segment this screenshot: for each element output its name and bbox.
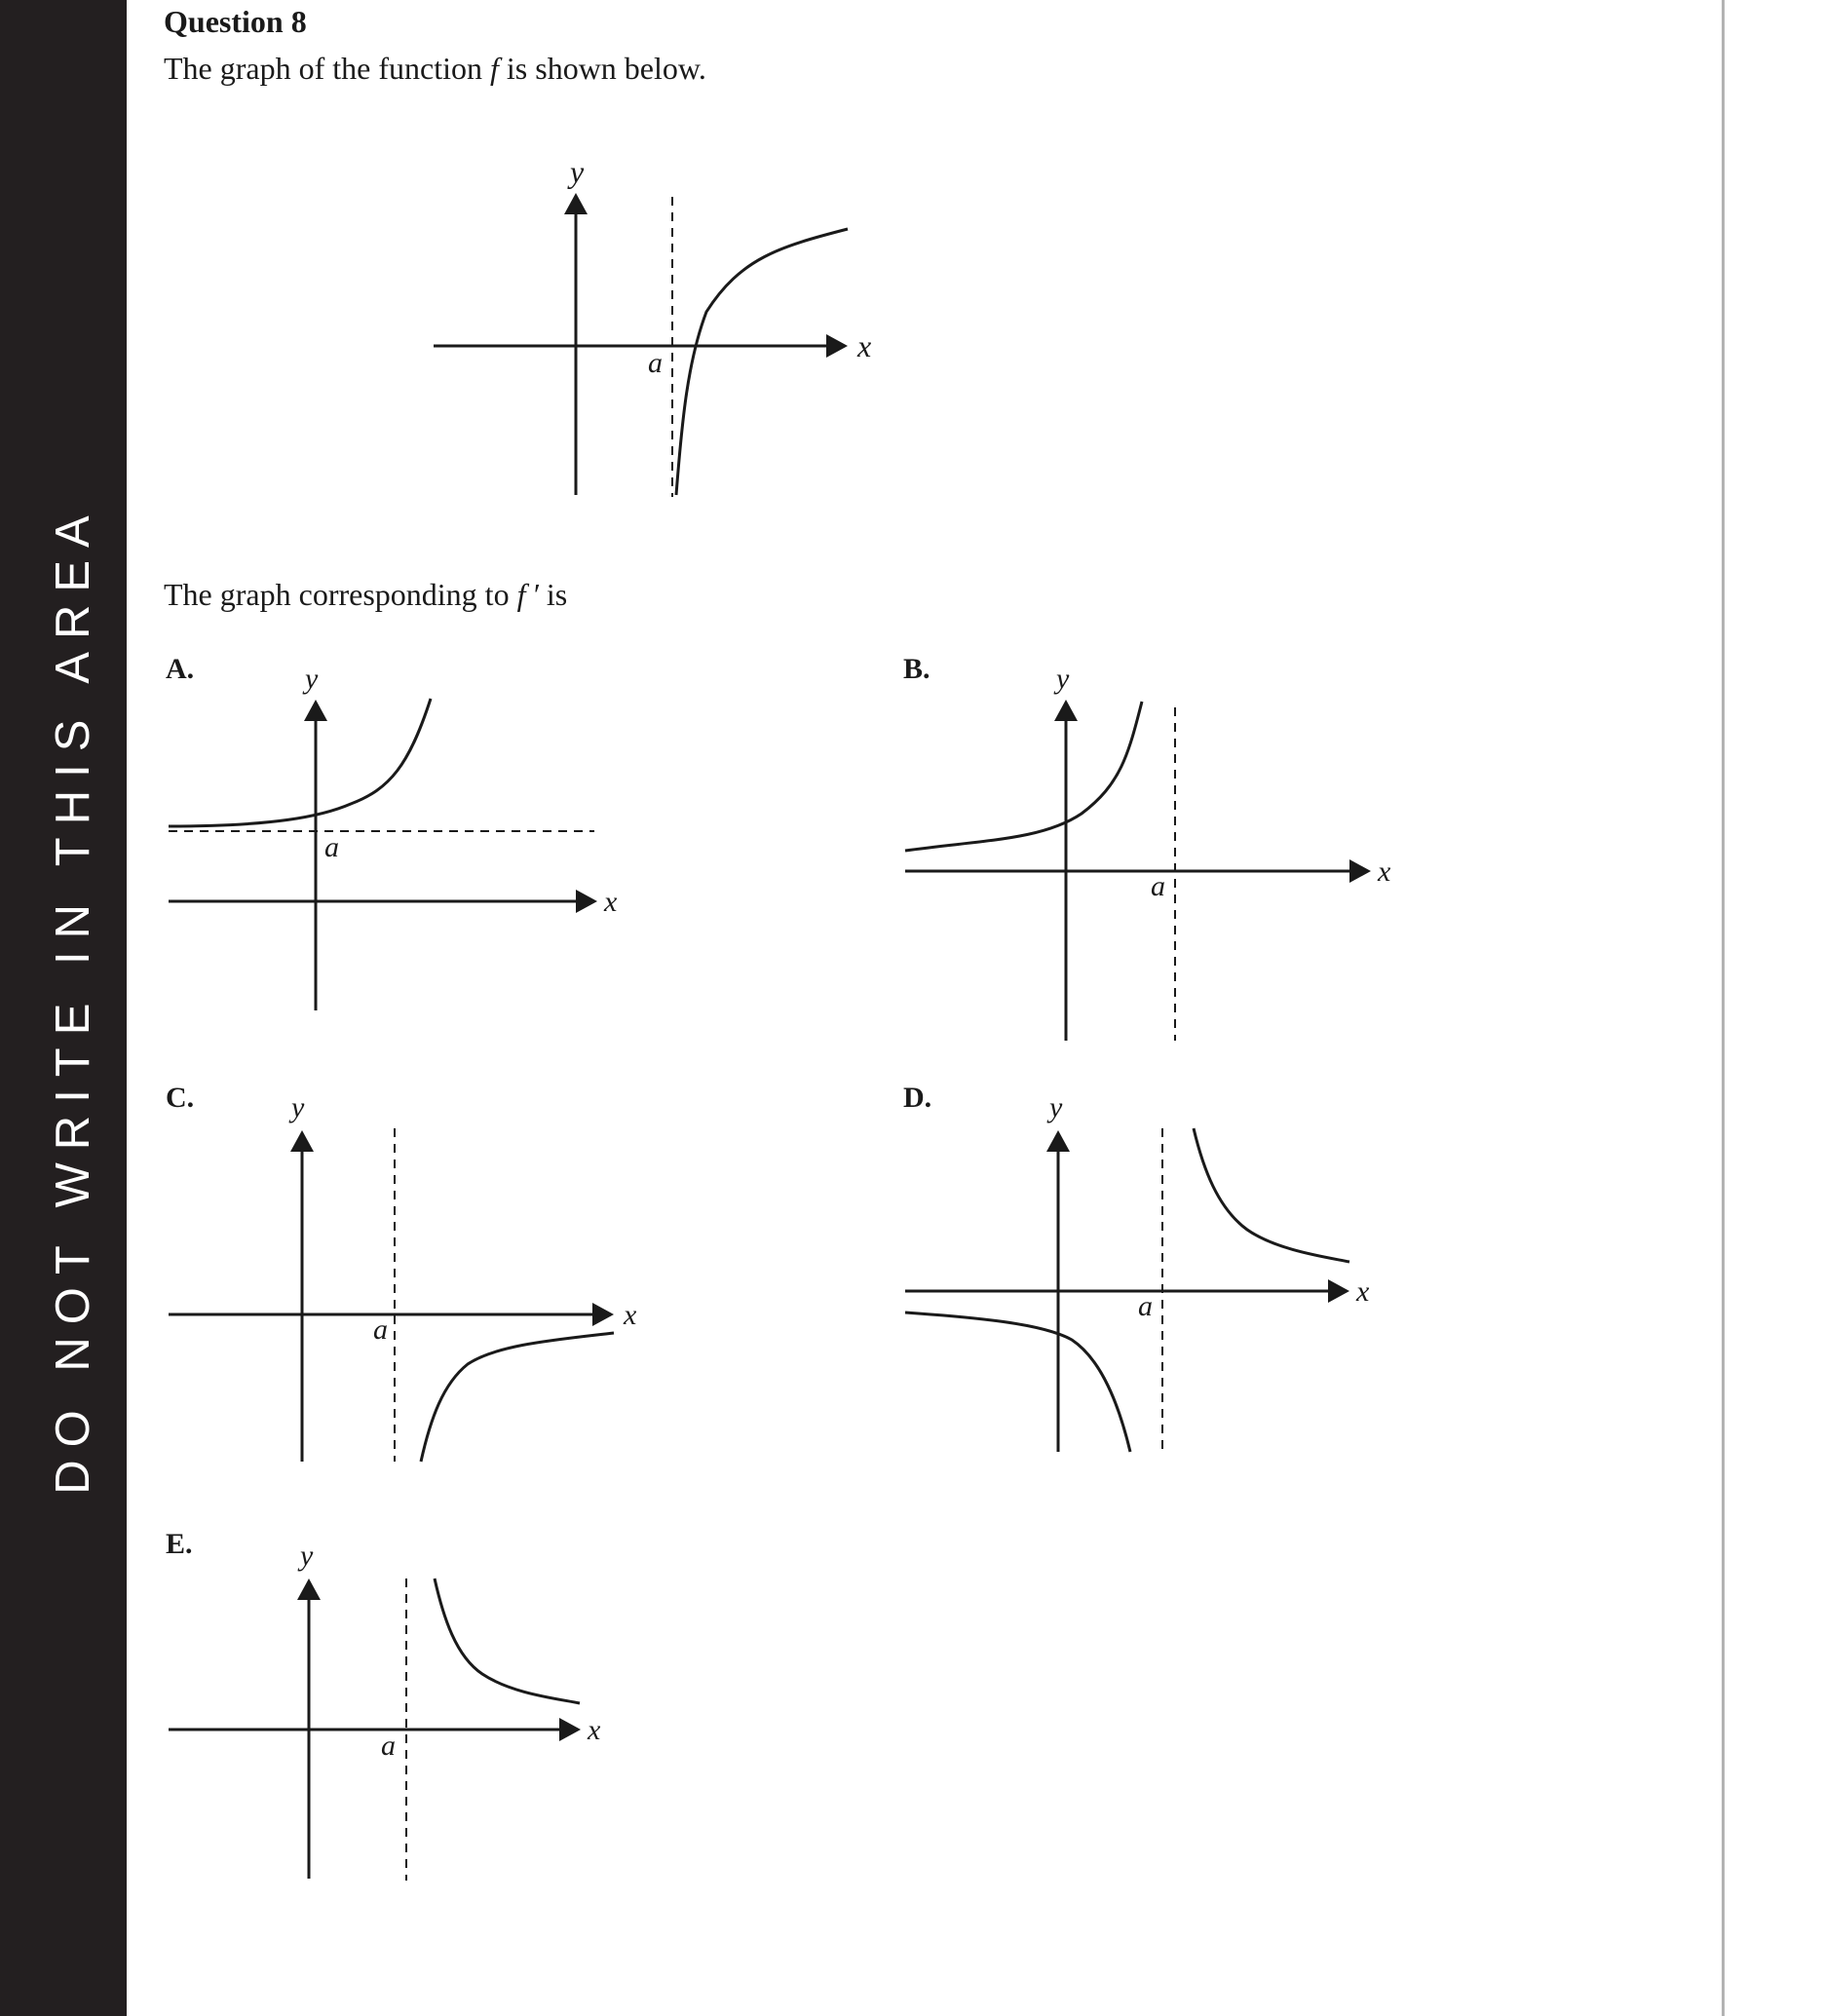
option-b-y-label: y: [1056, 663, 1070, 695]
option-e-a-label: a: [381, 1730, 396, 1762]
graph-option-a: [169, 663, 618, 1010]
option-a-x-arrow: [576, 890, 597, 913]
option-b-x-arrow: [1349, 859, 1371, 883]
graph-f-x-label: x: [857, 328, 872, 363]
sub-var: f ′: [516, 577, 539, 612]
graph-f-curve: [676, 229, 848, 495]
option-c-x-label: x: [624, 1299, 637, 1331]
graph-option-c: [169, 1091, 637, 1462]
graph-f-x-arrow: [826, 334, 848, 358]
option-e-label[interactable]: E.: [166, 1528, 193, 1560]
option-c-y-label: y: [291, 1091, 305, 1123]
option-e-y-arrow: [297, 1579, 321, 1600]
graph-f-y-label: y: [570, 154, 585, 189]
option-a-x-label: x: [604, 886, 618, 918]
option-e-x-label: x: [588, 1714, 601, 1746]
sub-suffix: is: [538, 577, 568, 612]
option-a-y-arrow: [304, 700, 327, 721]
graph-f-a-label: a: [648, 347, 663, 379]
option-d-a-label: a: [1138, 1290, 1153, 1322]
option-b-label[interactable]: B.: [903, 653, 930, 685]
option-a-y-label: y: [305, 663, 319, 695]
graph-f: [434, 154, 871, 497]
option-d-label[interactable]: D.: [903, 1082, 932, 1114]
option-a-curve: [169, 699, 431, 826]
stem-var: f: [490, 51, 499, 86]
option-d-x-arrow: [1328, 1279, 1349, 1303]
option-d-y-label: y: [1049, 1091, 1063, 1123]
option-c-x-arrow: [592, 1303, 614, 1326]
option-a-label[interactable]: A.: [166, 653, 195, 685]
option-b-a-label: a: [1151, 870, 1165, 902]
question-title: Question 8: [164, 4, 307, 39]
option-e-x-arrow: [559, 1718, 581, 1741]
option-d-curve-left: [905, 1312, 1130, 1452]
sub-prefix: The graph corresponding to: [164, 577, 517, 612]
option-b-y-arrow: [1054, 700, 1078, 721]
option-c-a-label: a: [373, 1313, 388, 1346]
graph-option-e: [169, 1540, 601, 1881]
stem-prefix: The graph of the function: [164, 51, 490, 86]
graph-option-b: [905, 663, 1391, 1041]
option-d-x-label: x: [1356, 1275, 1370, 1308]
option-c-y-arrow: [290, 1130, 314, 1152]
option-a-a-label: a: [324, 831, 339, 863]
graph-option-d: [905, 1091, 1370, 1452]
graph-f-y-arrow: [564, 193, 588, 214]
margin-warning: DO NOT WRITE IN THIS AREA: [47, 503, 99, 1495]
option-b-x-label: x: [1378, 856, 1391, 888]
option-c-curve: [421, 1333, 614, 1462]
option-d-y-arrow: [1046, 1130, 1070, 1152]
option-e-y-label: y: [300, 1540, 314, 1572]
option-d-curve-right: [1194, 1128, 1349, 1262]
option-c-label[interactable]: C.: [166, 1082, 195, 1114]
stem-suffix: is shown below.: [498, 51, 706, 86]
option-b-curve: [905, 702, 1142, 851]
option-e-curve: [435, 1579, 580, 1703]
